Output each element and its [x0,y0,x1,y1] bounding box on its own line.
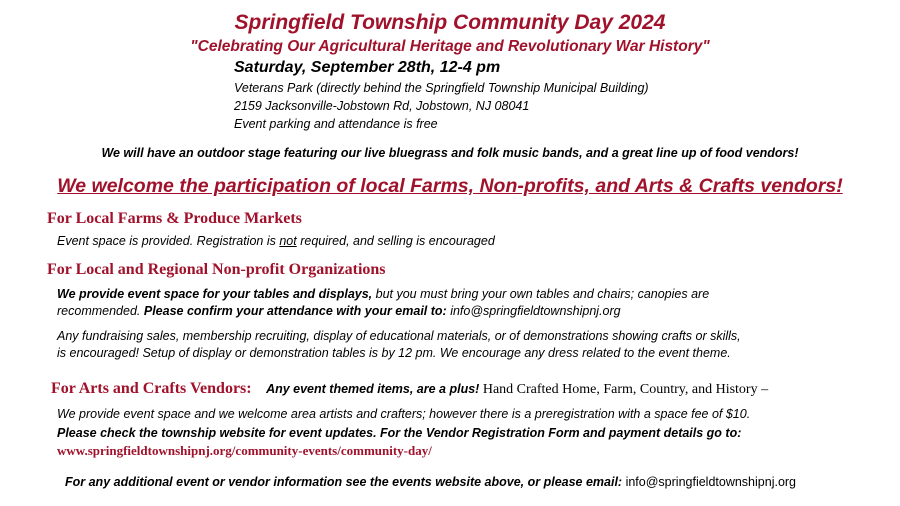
nonprofits-line-2: recommended. Please confirm your attendance with your email to: info@springfieldtownshipnj.org [57,304,621,318]
nonprofits-para-2-line-2: is encouraged! Setup of display or demonstration tables is by 12 pm. We encourage any dress related to the event theme. [57,346,731,360]
nonprofits-email: info@springfieldtownshipnj.org [446,304,621,318]
arts-tagline-rest: Hand Crafted Home, Farm, Country, and History – [479,382,769,397]
nonprofits-para-2-line-1: Any fundraising sales, membership recruiting, display of educational materials, or of demonstrations showing crafts or skills, [57,329,741,343]
event-date: Saturday, September 28th, 12-4 pm [234,59,501,76]
welcome-heading: We welcome the participation of local Farms, Non-profits, and Arts & Crafts vendors! [57,175,843,197]
registration-link[interactable]: www.springfieldtownshipnj.org/community-events/community-day/ [57,443,432,458]
not-emphasis: not [279,234,297,248]
farms-text: Event space is provided. Registration is not required, and selling is encouraged [57,234,495,248]
event-admission: Event parking and attendance is free [234,117,438,131]
page-subtitle: "Celebrating Our Agricultural Heritage and Revolutionary War History" [190,38,710,55]
nonprofits-heading: For Local and Regional Non-profit Organizations [47,261,386,278]
footer-email[interactable]: info@springfieldtownshipnj.org [622,475,797,489]
farms-heading: For Local Farms & Produce Markets [47,210,302,227]
arts-line-1: We provide event space and we welcome area artists and crafters; however there is a preregistration with a space fee of $10. [57,407,751,421]
nonprofits-line-1: We provide event space for your tables and displays, but you must bring your own tables and chairs; canopies are [57,287,710,301]
footer-text: For any additional event or vendor information see the events website above, or please email: info@springfieldtownshipnj.org [65,475,797,489]
arts-heading-row [51,380,768,398]
page-title: Springfield Township Community Day 2024 [234,11,666,34]
arts-tagline: Any event themed items, are a plus! [266,382,480,396]
event-address: 2159 Jacksonville-Jobstown Rd, Jobstown, NJ 08041 [234,99,530,113]
arts-line-2: Please check the township website for event updates. For the Vendor Registration Form and payment details go to: [57,426,742,440]
arts-heading: For Arts and Crafts Vendors: [51,380,252,397]
intro-text: We will have an outdoor stage featuring our live bluegrass and folk music bands, and a great line up of food vendors! [101,146,799,160]
event-venue: Veterans Park (directly behind the Springfield Township Municipal Building) [234,81,649,95]
